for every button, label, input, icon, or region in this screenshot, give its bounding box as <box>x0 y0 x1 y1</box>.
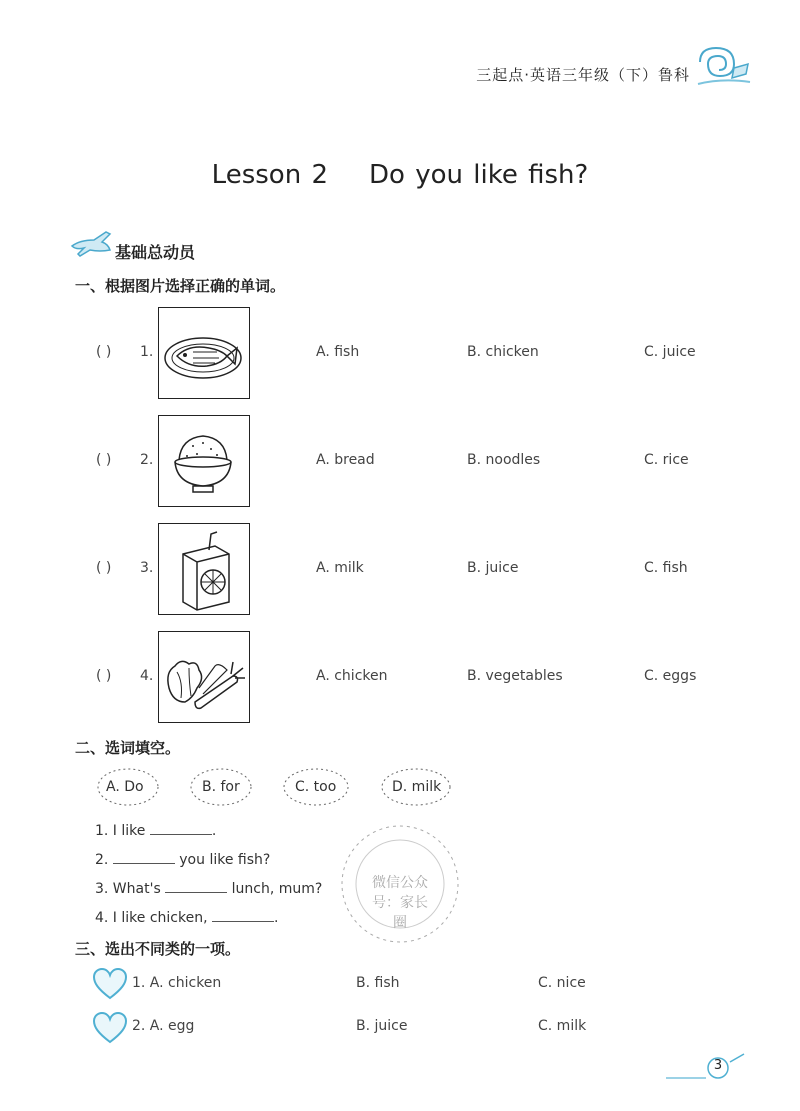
question-number: 3. <box>140 560 154 576</box>
sentence-suffix: . <box>274 910 279 926</box>
option-c: C. milk <box>538 1018 587 1034</box>
fill-sentence <box>95 909 278 926</box>
page-number: 3 <box>713 1058 723 1073</box>
option-b: B. chicken <box>467 344 539 360</box>
option-b: B. vegetables <box>467 668 563 684</box>
book-header: 三起点·英语三年级（下）鲁科 <box>476 66 690 84</box>
option-a: A. bread <box>316 452 375 468</box>
question-number: 2. <box>140 452 154 468</box>
fill-sentence <box>95 880 322 897</box>
answer-bracket[interactable]: ( ) <box>96 560 112 576</box>
sentence-prefix: 1. I like <box>95 823 146 839</box>
vegetables-image <box>158 631 250 723</box>
option-b: B. fish <box>356 975 400 991</box>
answer-bracket[interactable]: ( ) <box>96 344 112 360</box>
option-c: C. rice <box>644 452 689 468</box>
word-option: B. for <box>202 779 240 795</box>
sentence-prefix: 4. I like chicken, <box>95 910 208 926</box>
heart-icon <box>92 1011 128 1045</box>
juice-box-image <box>158 523 250 615</box>
option-a: A. milk <box>316 560 364 576</box>
fill-sentence <box>95 822 216 839</box>
option-a: 1. A. chicken <box>132 975 222 991</box>
option-b: B. juice <box>356 1018 408 1034</box>
option-b: B. noodles <box>467 452 541 468</box>
option-c: C. nice <box>538 975 586 991</box>
juice-box-icon <box>159 524 248 613</box>
option-c: C. eggs <box>644 668 697 684</box>
part2-heading: 二、选词填空。 <box>75 739 181 757</box>
fill-sentence <box>95 851 270 868</box>
page-number-decoration <box>660 1048 750 1088</box>
heart-icon <box>92 967 128 1001</box>
word-option: C. too <box>295 779 337 795</box>
rice-bowl-icon <box>159 416 248 505</box>
option-b: B. juice <box>467 560 519 576</box>
answer-bracket[interactable]: ( ) <box>96 452 112 468</box>
option-c: C. fish <box>644 560 688 576</box>
word-option: A. Do <box>106 779 144 795</box>
option-a: A. fish <box>316 344 360 360</box>
fish-plate-icon <box>159 308 248 397</box>
answer-bracket[interactable]: ( ) <box>96 668 112 684</box>
answer-blank[interactable] <box>165 880 227 893</box>
option-c: C. juice <box>644 344 696 360</box>
rice-bowl-image <box>158 415 250 507</box>
option-a: A. chicken <box>316 668 388 684</box>
sentence-suffix: lunch, mum? <box>231 881 323 897</box>
answer-blank[interactable] <box>113 851 175 864</box>
question-number: 4. <box>140 668 154 684</box>
question-number: 1. <box>140 344 154 360</box>
sentence-prefix: 2. <box>95 852 109 868</box>
answer-blank[interactable] <box>212 909 274 922</box>
fish-plate-image <box>158 307 250 399</box>
snail-logo-icon <box>696 42 752 90</box>
sentence-suffix: you like fish? <box>179 852 271 868</box>
sentence-suffix: . <box>211 823 217 839</box>
option-a: 2. A. egg <box>132 1018 195 1034</box>
part3-heading: 三、选出不同类的一项。 <box>75 940 241 958</box>
watermark-text: 微信公众号：家长圈 <box>372 875 428 931</box>
section-label: 基础总动员 <box>115 243 196 262</box>
lesson-title: Lesson 2 Do you like fish? <box>211 160 589 190</box>
word-option: D. milk <box>392 779 442 795</box>
answer-blank[interactable] <box>150 822 212 835</box>
sentence-prefix: 3. What's <box>95 881 161 897</box>
airplane-icon <box>70 228 114 258</box>
vegetables-icon <box>159 632 248 721</box>
part1-heading: 一、根据图片选择正确的单词。 <box>75 277 286 295</box>
